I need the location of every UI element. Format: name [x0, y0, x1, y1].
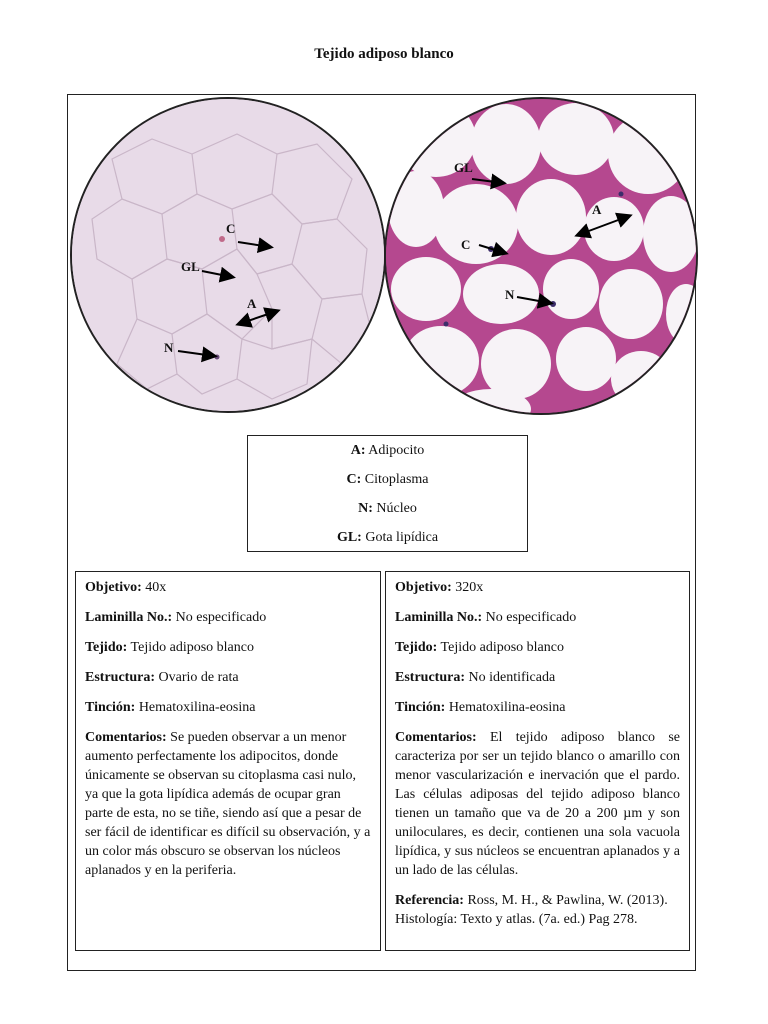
label-n: N	[505, 287, 515, 302]
micrograph-320x	[384, 97, 698, 415]
referencia-field: Referencia: Ross, M. H., & Pawlina, W. (2013). Histología: Texto y atlas. (7a. ed.) Pag 278.	[395, 893, 668, 927]
label-c: C	[461, 237, 471, 252]
micrograph-320x-image	[386, 99, 698, 415]
legend-item: C: Citoplasma	[346, 472, 429, 487]
comentarios-field: Comentarios: Se pueden observar a un menor aumento perfectamente los adipocitos, donde únicamente se observan su citoplasma casi nulo, ya que la gota lipídica además de ocupar gran parte de esta, no se tiñe, siendo así que a pesar de ser fácil de identificar es difícil su observación, y a un color más obscuro se observan los núcleos aplanados y en la periferia.	[85, 730, 371, 878]
label-a: A	[247, 296, 257, 311]
label-n: N	[164, 340, 174, 355]
micrograph-40x-image	[72, 99, 386, 413]
label-c: C	[226, 221, 236, 236]
legend-box	[247, 435, 528, 552]
label-gl: GL	[454, 160, 473, 175]
objetivo-field: Objetivo: 320x	[395, 580, 484, 595]
tejido-field: Tejido: Tejido adiposo blanco	[395, 640, 564, 655]
label-gl: GL	[181, 259, 200, 274]
info-box-320x	[385, 571, 690, 951]
tincion-field: Tinción: Hematoxilina-eosina	[85, 700, 256, 715]
tejido-field: Tejido: Tejido adiposo blanco	[85, 640, 254, 655]
document-title: Tejido adiposo blanco	[314, 46, 454, 62]
comentarios-field: Comentarios: El tejido adiposo blanco se caracteriza por ser un tejido blanco o amarillo con menor vascularización e inervación que el pardo. Las células adiposas del tejido adiposo blanco tienen un tamaño que va de 20 a 200 µm y son uniloculares, es decir, contienen una sola vacuola lipídica, y sus núcleos se encuentran aplanados y a un lado de las células.	[395, 730, 680, 878]
laminilla-field: Laminilla No.: No especificado	[395, 610, 577, 625]
label-a: A	[592, 202, 602, 217]
legend-item: A: Adipocito	[350, 443, 425, 458]
estructura-field: Estructura: No identificada	[395, 670, 556, 685]
legend-item: GL: Gota lipídica	[336, 530, 439, 545]
estructura-field: Estructura: Ovario de rata	[85, 670, 239, 685]
micrograph-40x	[70, 97, 386, 413]
legend-item: N: Núcleo	[358, 501, 417, 516]
tincion-field: Tinción: Hematoxilina-eosina	[395, 700, 566, 715]
objetivo-field: Objetivo: 40x	[85, 580, 167, 595]
laminilla-field: Laminilla No.: No especificado	[85, 610, 267, 625]
info-box-40x	[75, 571, 381, 951]
